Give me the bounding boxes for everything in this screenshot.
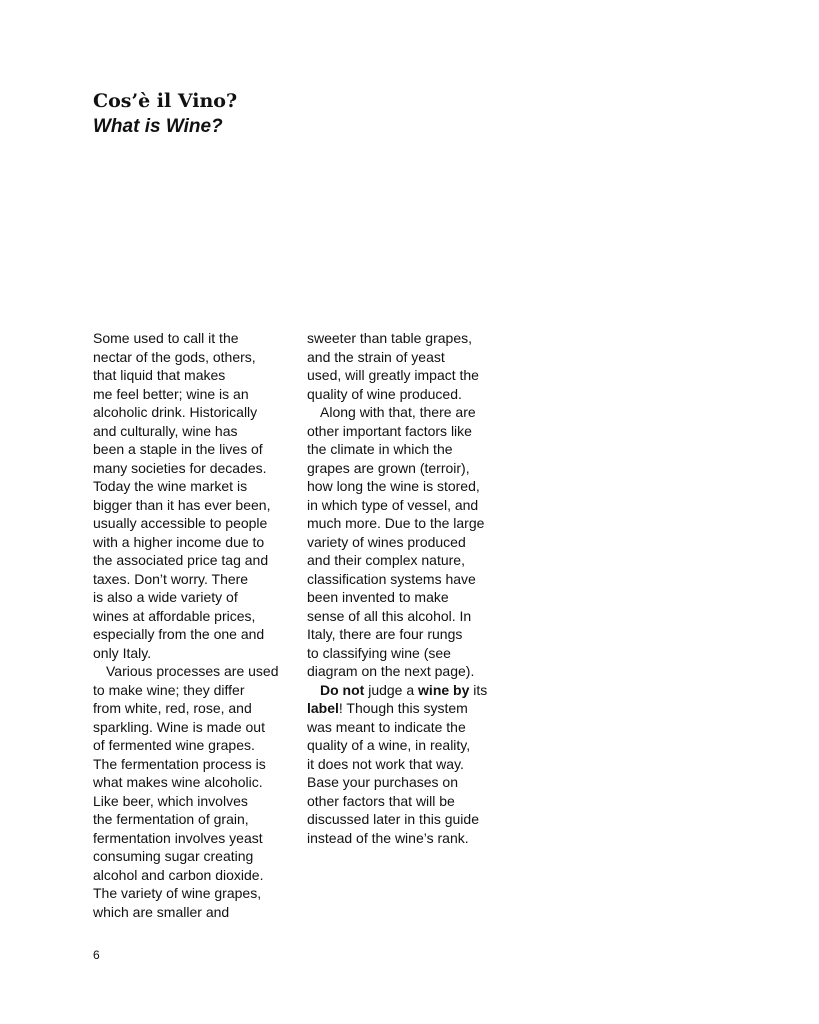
paragraph-line: what makes wine alcoholic. (93, 774, 263, 790)
paragraph-line: the climate in which the (307, 441, 453, 457)
paragraph-line: how long the wine is stored, (307, 478, 480, 494)
paragraph-line: consuming sugar creating (93, 848, 254, 864)
paragraph-line: variety of wines produced (307, 533, 466, 550)
callout-line: was meant to indicate the (307, 718, 466, 735)
paragraph-line: other important factors like (307, 422, 472, 439)
paragraph-line: much more. Due to the large (307, 515, 485, 531)
bold-text: Do not (320, 681, 365, 698)
page-subtitle: What is Wine? (93, 116, 223, 137)
callout-text: judge a (364, 681, 419, 698)
paragraph-line: which are smaller and (93, 903, 230, 920)
paragraph-line: sweeter than table grapes, (307, 330, 472, 346)
callout-line: instead of the wine’s rank. (307, 829, 469, 846)
paragraph-line: to make wine; they differ (93, 681, 245, 698)
paragraph-line: taxes. Don’t worry. There (93, 570, 249, 587)
paragraph-line: bigger than it has ever been, (93, 496, 271, 513)
paragraph-line: and culturally, wine has (93, 422, 238, 439)
paragraph-line: wines at affordable prices, (93, 607, 256, 624)
paragraph-line: alcoholic drink. Historically (93, 404, 258, 420)
callout-text: ! Though this system (338, 700, 468, 716)
callout-line: quality of a wine, in reality, (307, 737, 471, 753)
paragraph-line: Some used to call it the (93, 330, 239, 346)
paragraph-line: to classifying wine (see (307, 644, 451, 661)
paragraph-line: me feel better; wine is an (93, 385, 249, 402)
paragraph-line: with a higher income due to (93, 533, 265, 550)
paragraph-line: The variety of wine grapes, (93, 885, 262, 901)
paragraph-line: and the strain of yeast (307, 348, 445, 365)
callout-line: it does not work that way. (307, 755, 464, 772)
callout-line (307, 681, 512, 700)
paragraph-line: in which type of vessel, and (307, 496, 479, 513)
paragraph-line: used, will greatly impact the (307, 367, 479, 383)
body-column-right (307, 329, 512, 847)
paragraph-line: the fermentation of grain, (93, 811, 249, 827)
bold-text: label (307, 700, 339, 716)
paragraph-line: that liquid that makes (93, 367, 226, 383)
paragraph-line: Today the wine market is (93, 478, 248, 494)
paragraph-line: been invented to make (307, 589, 449, 605)
paragraph-line: diagram on the next page). (307, 663, 475, 679)
paragraph-line: alcohol and carbon dioxide. (93, 866, 264, 883)
bold-text: wine by (418, 681, 470, 698)
paragraph-line: only Italy. (93, 644, 152, 661)
body-column-left (93, 329, 298, 921)
callout-line: discussed later in this guide (307, 811, 479, 827)
paragraph-line: fermentation involves yeast (93, 829, 263, 846)
paragraph-line: nectar of the gods, others, (93, 348, 256, 365)
paragraph-line: is also a wide variety of (93, 589, 238, 605)
paragraph-line: and their complex nature, (307, 552, 465, 568)
paragraph-line: Like beer, which involves (93, 792, 248, 809)
paragraph-line: especially from the one and (93, 626, 265, 642)
callout-line: Base your purchases on (307, 774, 458, 790)
page-number: 6 (93, 948, 100, 962)
paragraph-line: sparkling. Wine is made out (93, 718, 265, 735)
paragraph-line: from white, red, rose, and (93, 700, 252, 716)
paragraph-line: Along with that, there are (320, 404, 476, 420)
paragraph-line: many societies for decades. (93, 459, 267, 476)
callout-text: its (469, 681, 488, 698)
paragraph-line: The fermentation process is (93, 755, 266, 772)
paragraph-line: the associated price tag and (93, 552, 269, 568)
paragraph-line: of fermented wine grapes. (93, 737, 255, 753)
paragraph-line: been a staple in the lives of (93, 441, 263, 457)
paragraph-line: classification systems have (307, 570, 476, 587)
paragraph-line: grapes are grown (terroir), (307, 459, 470, 476)
paragraph-line: usually accessible to people (93, 515, 268, 531)
paragraph-line: Italy, there are four rungs (307, 626, 463, 642)
callout-line: other factors that will be (307, 792, 455, 809)
paragraph-line: sense of all this alcohol. In (307, 607, 472, 624)
page-title: Cos’è il Vino? (93, 90, 238, 112)
callout-line (307, 699, 512, 718)
paragraph-line: quality of wine produced. (307, 385, 462, 402)
paragraph-line: Various processes are used (106, 663, 279, 679)
